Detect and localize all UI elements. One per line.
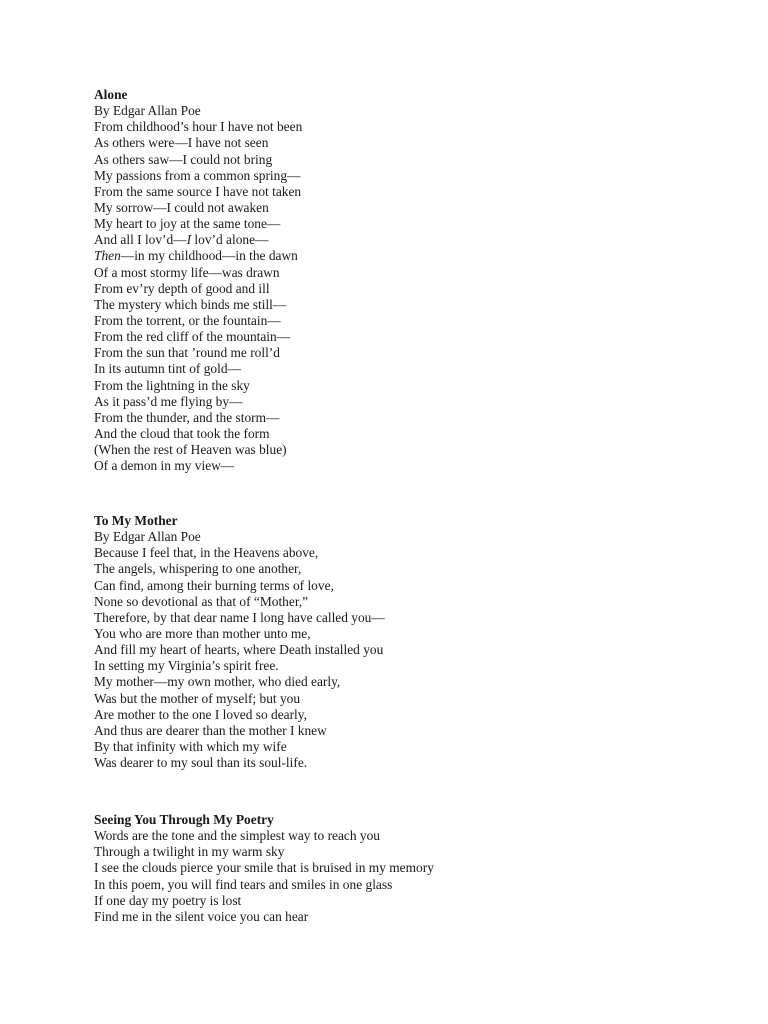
poem-line: Therefore, by that dear name I long have called you— [94, 609, 385, 625]
poem-line: As others were—I have not seen [94, 135, 269, 151]
poem-line: Because I feel that, in the Heavens above, [94, 545, 319, 561]
poem-seeing-you [94, 812, 734, 925]
poem-line: As it pass’d me flying by— [94, 393, 243, 409]
poem-line: Then—in my childhood—in the dawn [94, 248, 298, 264]
poem-line: And thus are dearer than the mother I knew [94, 722, 327, 738]
poem-to-my-mother [94, 513, 734, 771]
poem-line: The angels, whispering to one another, [94, 561, 302, 577]
poem-line: My mother—my own mother, who died early, [94, 674, 341, 690]
poem-line: By that infinity with which my wife [94, 738, 287, 754]
poem-line: From the torrent, or the fountain— [94, 312, 281, 328]
poem-line: As others saw—I could not bring [94, 151, 273, 167]
poem-author: By Edgar Allan Poe [94, 103, 201, 119]
poem-line: My passions from a common spring— [94, 167, 301, 183]
poem-line: Of a most stormy life—was drawn [94, 264, 280, 280]
poem-line: In this poem, you will find tears and smiles in one glass [94, 876, 393, 892]
poem-line: The mystery which binds me still— [94, 296, 287, 312]
poem-line: In its autumn tint of gold— [94, 361, 241, 377]
poem-line: And the cloud that took the form [94, 425, 270, 441]
poem-line: Was dearer to my soul than its soul-life. [94, 755, 308, 771]
poem-line: Of a demon in my view— [94, 458, 235, 474]
poem-title: Seeing You Through My Poetry [94, 812, 274, 827]
poem-line: Through a twilight in my warm sky [94, 844, 285, 860]
poem-line: And fill my heart of hearts, where Death installed you [94, 642, 384, 658]
poem-line: From childhood’s hour I have not been [94, 119, 303, 135]
poem-line: From the sun that ’round me roll’d [94, 345, 280, 361]
poem-line: From the lightning in the sky [94, 377, 250, 393]
emphasis: I [186, 232, 192, 248]
poem-line: I see the clouds pierce your smile that is bruised in my memory [94, 860, 434, 876]
poem-author: By Edgar Allan Poe [94, 529, 201, 545]
poem-line: Was but the mother of myself; but you [94, 690, 301, 706]
poem-alone [94, 87, 734, 474]
poem-line: You who are more than mother unto me, [94, 625, 311, 641]
poem-line: (When the rest of Heaven was blue) [94, 442, 287, 458]
poem-line: My sorrow—I could not awaken [94, 199, 269, 215]
poem-line: Are mother to the one I loved so dearly, [94, 706, 307, 722]
poem-line: From ev’ry depth of good and ill [94, 280, 270, 296]
poem-line: Words are the tone and the simplest way to reach you [94, 828, 380, 844]
emphasis: Then [94, 248, 121, 264]
poem-line: My heart to joy at the same tone— [94, 216, 281, 232]
poem-line: If one day my poetry is lost [94, 892, 242, 908]
poem-line: From the red cliff of the mountain— [94, 329, 291, 345]
poem-line: In setting my Virginia’s spirit free. [94, 658, 279, 674]
poem-line: From the thunder, and the storm— [94, 409, 280, 425]
poem-line: From the same source I have not taken [94, 183, 302, 199]
poem-line: And all I lov’d—I lov’d alone— [94, 232, 269, 248]
poem-line: Can find, among their burning terms of love, [94, 577, 334, 593]
poem-line: None so devotional as that of “Mother,” [94, 593, 309, 609]
poem-title: Alone [94, 87, 128, 102]
poem-line: Find me in the silent voice you can hear [94, 908, 309, 924]
poem-title: To My Mother [94, 513, 178, 528]
